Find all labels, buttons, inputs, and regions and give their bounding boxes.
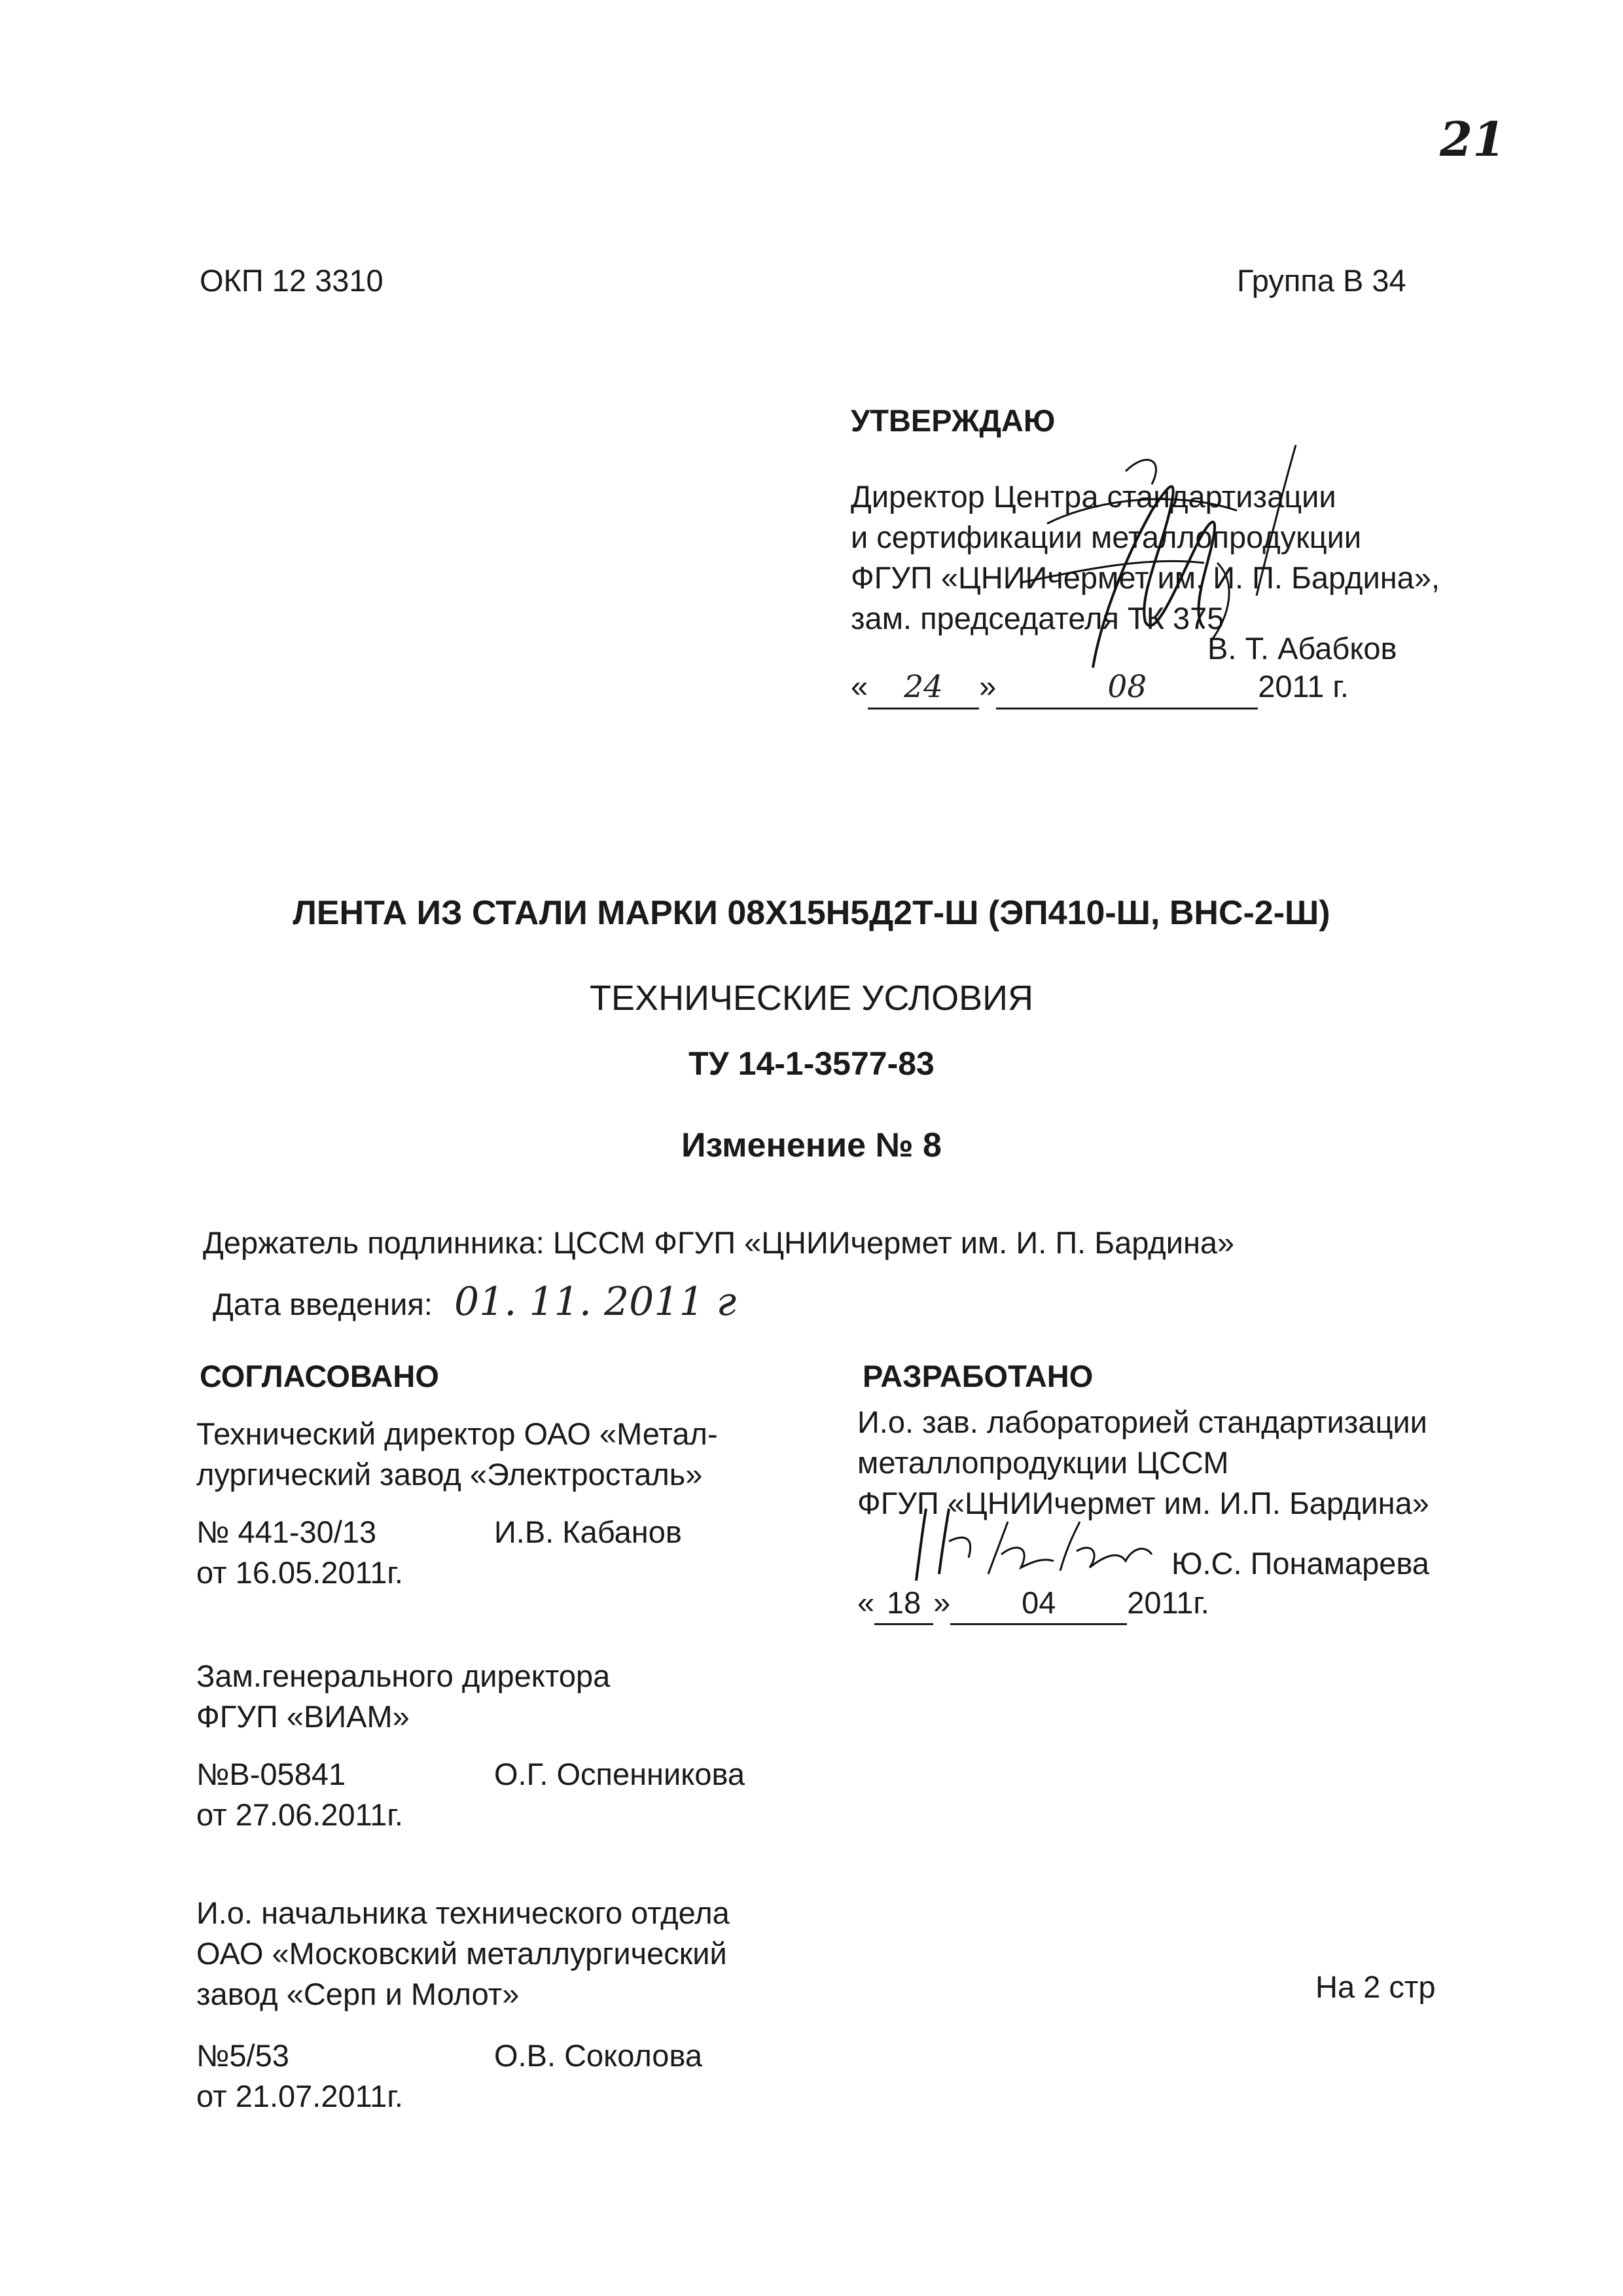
agreed-number-2: №В-05841 xyxy=(196,1757,346,1791)
agreed-heading: СОГЛАСОВАНО xyxy=(200,1359,439,1393)
agreed-org-line: лургический завод «Электросталь» xyxy=(196,1457,703,1492)
original-holder: Держатель подлинника: ЦССМ ФГУП «ЦНИИчермет им. И. П. Бардина» xyxy=(203,1225,1235,1260)
developed-date-month: 04 xyxy=(950,1583,1127,1625)
approval-date: « 24 » 08 2011 г. xyxy=(851,666,1349,709)
agreed-number-3: №5/53 xyxy=(196,2038,289,2073)
intro-date-label: Дата введения: xyxy=(213,1287,433,1321)
developed-line: ФГУП «ЦНИИчермет им. И.П. Бардина» xyxy=(857,1486,1429,1520)
agreed-org-line: Технический директор ОАО «Метал- xyxy=(196,1416,718,1451)
approval-line: и сертификации металлопродукции xyxy=(851,520,1362,554)
approval-heading: УТВЕРЖДАЮ xyxy=(851,403,1056,438)
agreed-date-1: от 16.05.2011г. xyxy=(196,1555,403,1590)
agreed-org-line: ФГУП «ВИАМ» xyxy=(196,1699,410,1734)
approval-line: ФГУП «ЦНИИчермет им. И. П. Бардина», xyxy=(851,560,1440,595)
agreed-org-line: ОАО «Московский металлургический xyxy=(196,1936,727,1971)
developed-date-year: 2011г. xyxy=(1127,1585,1209,1620)
agreed-org-line: И.о. начальника технического отдела xyxy=(196,1895,730,1930)
developed-line: металлопродукции ЦССМ xyxy=(857,1445,1229,1480)
agreed-date-2: от 27.06.2011г. xyxy=(196,1797,403,1832)
developed-name: Ю.С. Понамарева xyxy=(1171,1546,1429,1581)
approval-name: В. Т. Абабков xyxy=(1207,631,1397,666)
intro-date xyxy=(213,1279,737,1325)
approval-date-day: 24 xyxy=(868,667,979,709)
agreed-name-1: И.В. Кабанов xyxy=(494,1515,682,1549)
agreed-org-line: Зам.генерального директора xyxy=(196,1659,611,1693)
agreed-org-line: завод «Серп и Молот» xyxy=(196,1977,520,2011)
change-number: Изменение № 8 xyxy=(681,1126,942,1164)
agreed-name-2: О.Г. Оспенникова xyxy=(494,1757,745,1791)
agreed-org-3 xyxy=(196,1893,730,2015)
developed-line: И.о. зав. лабораторией стандартизации xyxy=(857,1405,1427,1439)
approval-line: Директор Центра стандартизации xyxy=(851,479,1336,514)
document-title: ЛЕНТА ИЗ СТАЛИ МАРКИ 08Х15Н5Д2Т-Ш (ЭП410-Ш, ВНС-2-Ш) xyxy=(293,894,1330,932)
developed-position xyxy=(857,1402,1429,1524)
okp-code: ОКП 12 3310 xyxy=(200,263,383,298)
document-code: ТУ 14-1-3577-83 xyxy=(688,1045,935,1082)
agreed-name-3: О.В. Соколова xyxy=(494,2038,703,2073)
approval-position xyxy=(851,476,1440,639)
agreed-org-2 xyxy=(196,1656,610,1737)
developed-date: « 18 » 04 2011г. xyxy=(857,1583,1209,1625)
group-code: Группа В 34 xyxy=(1237,263,1406,298)
page-number: 21 xyxy=(1440,111,1506,167)
developed-heading: РАЗРАБОТАНО xyxy=(863,1359,1094,1393)
document-subtitle: ТЕХНИЧЕСКИЕ УСЛОВИЯ xyxy=(590,978,1033,1018)
intro-date-value: 01. 11. 2011 г xyxy=(454,1279,737,1325)
approval-date-month: 08 xyxy=(996,667,1258,709)
approval-date-year: 2011 г. xyxy=(1258,669,1349,704)
approval-line: зам. председателя ТК 375 xyxy=(851,601,1224,636)
developed-date-day: 18 xyxy=(874,1583,933,1625)
agreed-org-1 xyxy=(196,1414,718,1495)
agreed-number-1: № 441-30/13 xyxy=(196,1515,377,1549)
agreed-date-3: от 21.07.2011г. xyxy=(196,2079,403,2113)
page-count: На 2 стр xyxy=(1315,1969,1436,2004)
